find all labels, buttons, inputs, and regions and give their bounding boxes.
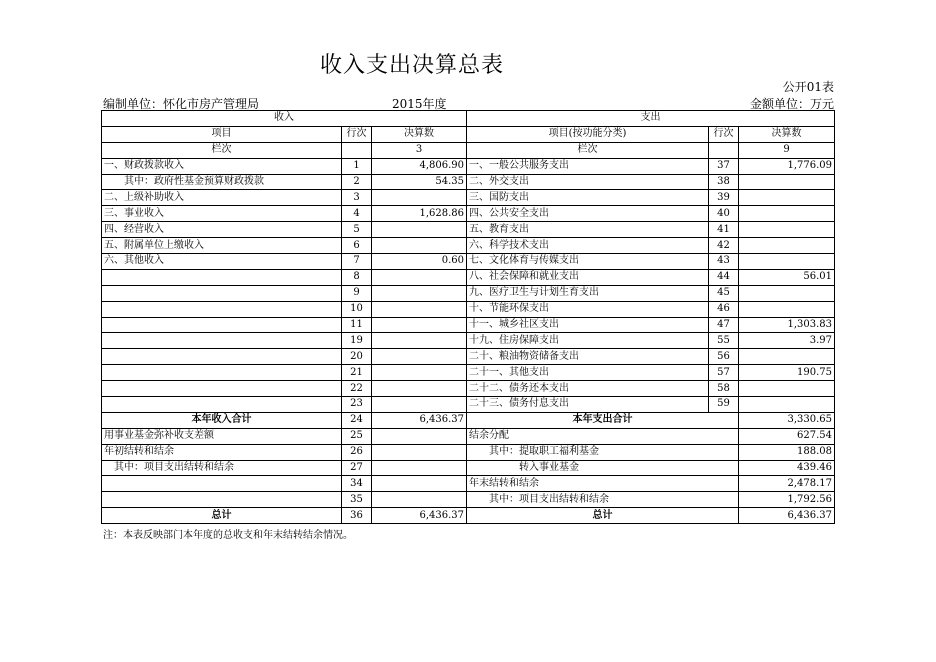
table-row xyxy=(102,476,835,492)
grand-total-expense-label: 总计 xyxy=(467,508,739,524)
table-row xyxy=(102,365,835,381)
income-row-no: 5 xyxy=(342,222,372,238)
income-item: 一、财政拨款收入 xyxy=(102,158,342,174)
income-row-no: 21 xyxy=(342,365,372,381)
income-amount xyxy=(372,349,467,365)
total-expense-label: 本年支出合计 xyxy=(467,412,739,428)
expense-row-no-header: 行次 xyxy=(709,126,739,142)
table-row xyxy=(102,381,835,397)
expense-row-no: 43 xyxy=(709,254,739,270)
income-amount xyxy=(372,444,467,460)
expense-amount xyxy=(739,397,835,413)
income-amount xyxy=(372,190,467,206)
income-amount xyxy=(372,238,467,254)
income-amount xyxy=(372,301,467,317)
expense-item: 一、一般公共服务支出 xyxy=(467,158,709,174)
expense-amount: 56.01 xyxy=(739,269,835,285)
expense-item: 二十一、其他支出 xyxy=(467,365,709,381)
income-item: 五、附属单位上缴收入 xyxy=(102,238,342,254)
expense-amount: 627.54 xyxy=(739,428,835,444)
expense-item: 二十、粮油物资储备支出 xyxy=(467,349,709,365)
expense-item: 其中：项目支出结转和结余 xyxy=(467,492,739,508)
expense-row-no: 57 xyxy=(709,365,739,381)
income-amount xyxy=(372,428,467,444)
expense-item: 十九、住房保障支出 xyxy=(467,333,709,349)
footnote: 注：本表反映部门本年度的总收支和年末结转结余情况。 xyxy=(103,530,353,541)
income-row-no: 22 xyxy=(342,381,372,397)
expense-item: 九、医疗卫生与计划生育支出 xyxy=(467,285,709,301)
income-row-no: 11 xyxy=(342,317,372,333)
income-col-index: 3 xyxy=(372,142,467,158)
table-row xyxy=(102,349,835,365)
expense-amount xyxy=(739,349,835,365)
compiling-unit: 编制单位：怀化市房产管理局 xyxy=(103,97,260,111)
total-income-row-no: 24 xyxy=(342,412,372,428)
expense-amount: 1,303.83 xyxy=(739,317,835,333)
table-row xyxy=(102,238,835,254)
income-row-no: 20 xyxy=(342,349,372,365)
expense-amount xyxy=(739,174,835,190)
grand-total-row-no: 36 xyxy=(342,508,372,524)
expense-row-no: 55 xyxy=(709,333,739,349)
income-amount xyxy=(372,476,467,492)
grand-total-expense-amount: 6,436.37 xyxy=(739,508,835,524)
expense-item: 六、科学技术支出 xyxy=(467,238,709,254)
expense-amount xyxy=(739,190,835,206)
income-row-no-header: 行次 xyxy=(342,126,372,142)
income-item xyxy=(102,476,342,492)
table-row xyxy=(102,269,835,285)
income-item xyxy=(102,492,342,508)
income-section-header: 收入 xyxy=(102,111,467,127)
income-item xyxy=(102,349,342,365)
expense-item: 年末结转和结余 xyxy=(467,476,739,492)
expense-row-no: 45 xyxy=(709,285,739,301)
expense-amount: 190.75 xyxy=(739,365,835,381)
expense-row-no: 37 xyxy=(709,158,739,174)
form-code: 公开01表 xyxy=(782,80,834,94)
income-row-no: 26 xyxy=(342,444,372,460)
table-row xyxy=(102,317,835,333)
income-row-no: 35 xyxy=(342,492,372,508)
expense-item: 三、国防支出 xyxy=(467,190,709,206)
table-row xyxy=(102,254,835,270)
expense-row-no: 40 xyxy=(709,206,739,222)
header-row-col-index xyxy=(102,142,835,158)
income-item: 六、其他收入 xyxy=(102,254,342,270)
expense-item: 五、教育支出 xyxy=(467,222,709,238)
expense-amount-header: 决算数 xyxy=(739,126,835,142)
income-amount xyxy=(372,365,467,381)
income-row-no: 10 xyxy=(342,301,372,317)
income-amount xyxy=(372,381,467,397)
expense-amount xyxy=(739,254,835,270)
expense-amount xyxy=(739,285,835,301)
income-item: 年初结转和结余 xyxy=(102,444,342,460)
income-row-no: 3 xyxy=(342,190,372,206)
table-row xyxy=(102,460,835,476)
table-row xyxy=(102,206,835,222)
empty-cell xyxy=(342,142,372,158)
expense-row-no: 47 xyxy=(709,317,739,333)
expense-amount xyxy=(739,238,835,254)
expense-row-no: 59 xyxy=(709,397,739,413)
table-row xyxy=(102,492,835,508)
expense-row-no: 46 xyxy=(709,301,739,317)
grand-total-row xyxy=(102,508,835,524)
income-amount: 54.35 xyxy=(372,174,467,190)
expense-amount xyxy=(739,301,835,317)
expense-item: 结余分配 xyxy=(467,428,739,444)
income-item xyxy=(102,365,342,381)
expense-item: 转入事业基金 xyxy=(467,460,739,476)
income-amount xyxy=(372,269,467,285)
expense-row-no: 39 xyxy=(709,190,739,206)
expense-amount: 3.97 xyxy=(739,333,835,349)
income-item xyxy=(102,301,342,317)
table-row xyxy=(102,301,835,317)
income-row-no: 23 xyxy=(342,397,372,413)
expense-row-no: 42 xyxy=(709,238,739,254)
income-item-header: 项目 xyxy=(102,126,342,142)
income-item: 其中：政府性基金预算财政拨款 xyxy=(102,174,342,190)
income-amount: 0.60 xyxy=(372,254,467,270)
income-item xyxy=(102,397,342,413)
expense-row-no: 41 xyxy=(709,222,739,238)
income-item: 其中：项目支出结转和结余 xyxy=(102,460,342,476)
expense-item: 十、节能环保支出 xyxy=(467,301,709,317)
table-row xyxy=(102,285,835,301)
expense-item: 八、社会保障和就业支出 xyxy=(467,269,709,285)
income-row-no: 9 xyxy=(342,285,372,301)
income-amount xyxy=(372,492,467,508)
income-row-no: 8 xyxy=(342,269,372,285)
income-row-no: 19 xyxy=(342,333,372,349)
income-amount: 4,806.90 xyxy=(372,158,467,174)
expense-item: 二十二、债务还本支出 xyxy=(467,381,709,397)
table-row xyxy=(102,397,835,413)
expense-row-no: 38 xyxy=(709,174,739,190)
total-income-label: 本年收入合计 xyxy=(102,412,342,428)
income-row-no: 25 xyxy=(342,428,372,444)
income-amount xyxy=(372,317,467,333)
budget-table xyxy=(101,110,835,524)
expense-amount: 1,792.56 xyxy=(739,492,835,508)
expense-section-header: 支出 xyxy=(467,111,835,127)
page-title: 收入支出决算总表 xyxy=(320,53,505,78)
grand-total-income-amount: 6,436.37 xyxy=(372,508,467,524)
expense-amount xyxy=(739,222,835,238)
income-row-no: 7 xyxy=(342,254,372,270)
expense-amount: 188.08 xyxy=(739,444,835,460)
income-amount: 1,628.86 xyxy=(372,206,467,222)
income-row-no: 4 xyxy=(342,206,372,222)
income-row-no: 34 xyxy=(342,476,372,492)
income-item: 四、经营收入 xyxy=(102,222,342,238)
header-row-columns xyxy=(102,126,835,142)
report-year: 2015年度 xyxy=(392,97,447,111)
income-amount xyxy=(372,397,467,413)
expense-amount xyxy=(739,381,835,397)
table-row xyxy=(102,174,835,190)
total-expense-amount: 3,330.65 xyxy=(739,412,835,428)
expense-item: 七、文化体育与传媒支出 xyxy=(467,254,709,270)
expense-row-no: 44 xyxy=(709,269,739,285)
empty-cell xyxy=(709,142,739,158)
income-amount xyxy=(372,333,467,349)
header-row-sections xyxy=(102,111,835,127)
income-amount-header: 决算数 xyxy=(372,126,467,142)
table-row xyxy=(102,222,835,238)
income-amount xyxy=(372,222,467,238)
expense-amount: 1,776.09 xyxy=(739,158,835,174)
table-row xyxy=(102,190,835,206)
annual-total-row xyxy=(102,412,835,428)
income-item xyxy=(102,333,342,349)
expense-item: 二十三、债务付息支出 xyxy=(467,397,709,413)
expense-row-no: 56 xyxy=(709,349,739,365)
expense-amount: 2,478.17 xyxy=(739,476,835,492)
grand-total-income-label: 总计 xyxy=(102,508,342,524)
table-row xyxy=(102,333,835,349)
income-col-label: 栏次 xyxy=(102,142,342,158)
expense-amount xyxy=(739,206,835,222)
income-item xyxy=(102,285,342,301)
income-amount xyxy=(372,285,467,301)
expense-item: 十一、城乡社区支出 xyxy=(467,317,709,333)
expense-item: 四、公共安全支出 xyxy=(467,206,709,222)
income-item xyxy=(102,381,342,397)
income-row-no: 27 xyxy=(342,460,372,476)
income-item: 三、事业收入 xyxy=(102,206,342,222)
income-row-no: 2 xyxy=(342,174,372,190)
income-item: 用事业基金弥补收支差额 xyxy=(102,428,342,444)
expense-amount: 439.46 xyxy=(739,460,835,476)
expense-item: 二、外交支出 xyxy=(467,174,709,190)
table-row xyxy=(102,444,835,460)
expense-item: 其中：提取职工福利基金 xyxy=(467,444,739,460)
income-row-no: 6 xyxy=(342,238,372,254)
table-row xyxy=(102,428,835,444)
expense-item-header: 项目(按功能分类) xyxy=(467,126,709,142)
expense-row-no: 58 xyxy=(709,381,739,397)
expense-col-label: 栏次 xyxy=(467,142,709,158)
amount-unit: 金额单位：万元 xyxy=(749,97,834,111)
income-row-no: 1 xyxy=(342,158,372,174)
income-amount xyxy=(372,460,467,476)
table-row xyxy=(102,158,835,174)
income-item xyxy=(102,269,342,285)
income-item xyxy=(102,317,342,333)
expense-col-index: 9 xyxy=(739,142,835,158)
total-income-amount: 6,436.37 xyxy=(372,412,467,428)
income-item: 二、上级补助收入 xyxy=(102,190,342,206)
